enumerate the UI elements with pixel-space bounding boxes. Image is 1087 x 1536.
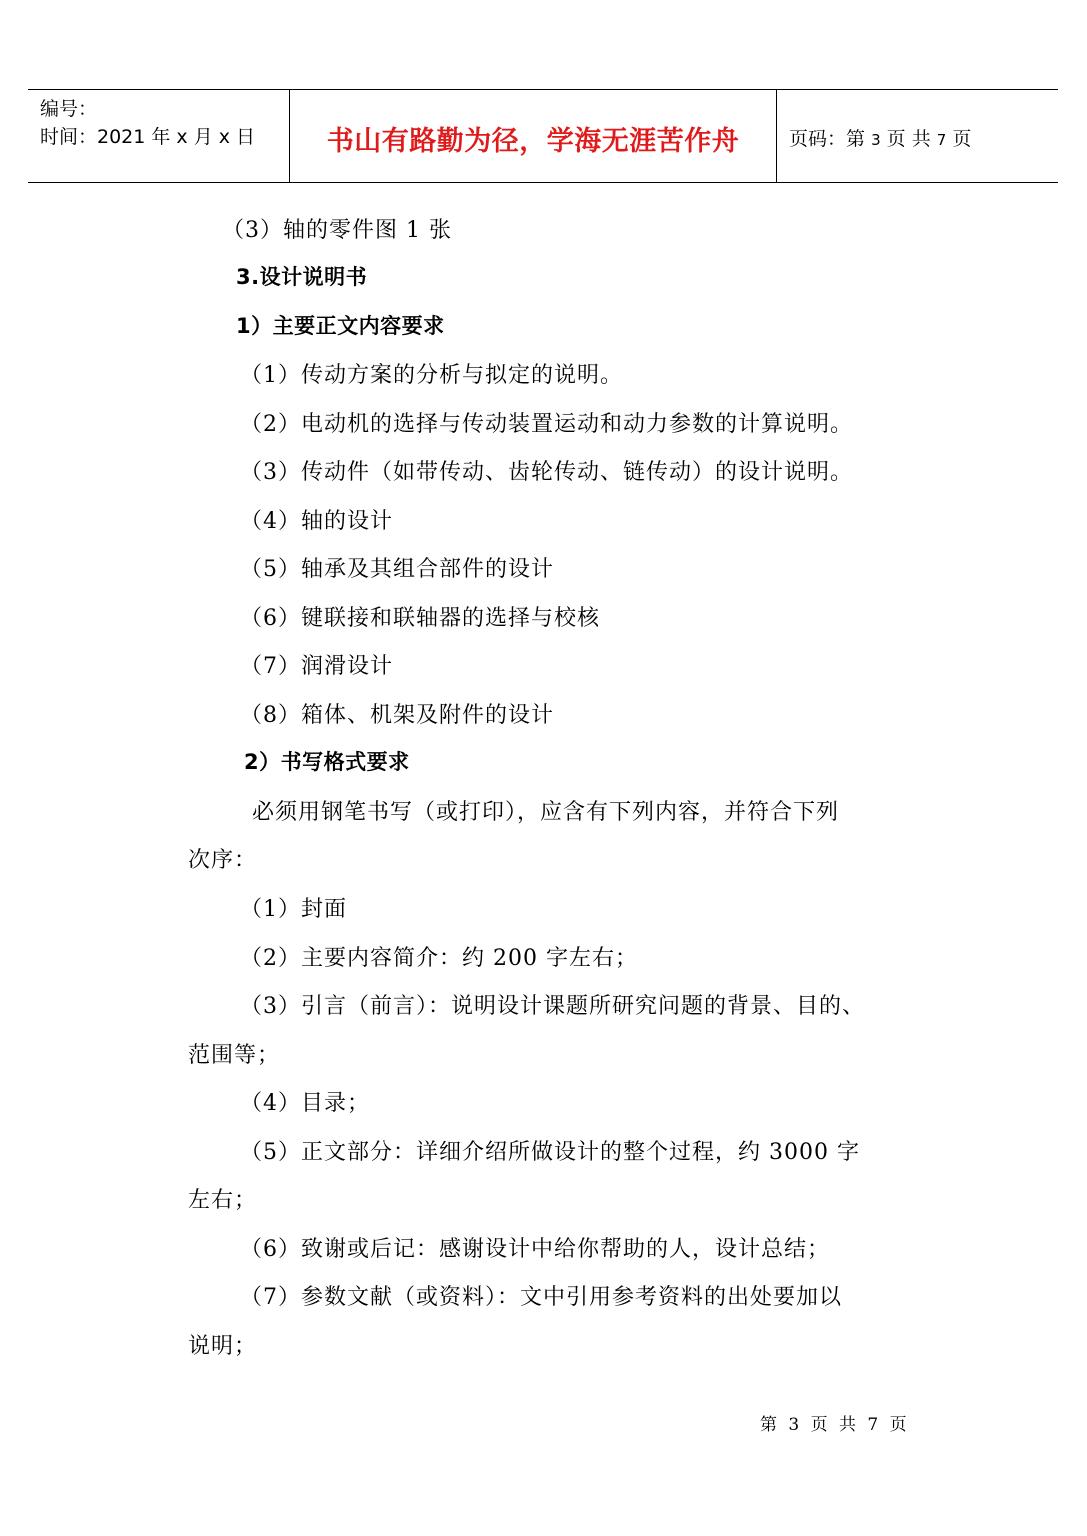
list-item: （8）箱体、机架及附件的设计 xyxy=(240,703,554,728)
page-suffix: 页 xyxy=(952,128,972,150)
page-mid: 页 共 xyxy=(886,128,931,150)
paragraph-line: 次序： xyxy=(188,848,258,873)
section-heading: 3.设计说明书 xyxy=(236,265,368,289)
subsection-heading: 1）主要正文内容要求 xyxy=(236,314,445,338)
subsection-heading: 2）书写格式要求 xyxy=(244,750,410,774)
body-line-drawing: （3）轴的零件图 1 张 xyxy=(222,218,452,243)
list-item: （5）轴承及其组合部件的设计 xyxy=(240,557,554,582)
list-item: （4）目录； xyxy=(240,1091,370,1116)
paragraph-line: 必须用钢笔书写（或打印），应含有下列内容，并符合下列 xyxy=(252,800,840,825)
list-item-continuation: 说明； xyxy=(188,1334,258,1359)
page-prefix: 页码：第 xyxy=(789,128,866,150)
page-current: 3 xyxy=(871,131,881,149)
list-item: （3）引言（前言）：说明设计课题所研究问题的背景、目的、 xyxy=(240,994,865,1019)
page-header xyxy=(28,89,1058,183)
header-page-cell xyxy=(777,90,1058,182)
page-total: 7 xyxy=(936,131,947,149)
list-item: （6）键联接和联轴器的选择与校核 xyxy=(240,606,600,631)
list-item: （2）电动机的选择与传动装置运动和动力参数的计算说明。 xyxy=(240,412,853,437)
list-item: （5）正文部分：详细介绍所做设计的整个过程，约 3000 字 xyxy=(240,1140,860,1165)
list-item: （1）传动方案的分析与拟定的说明。 xyxy=(240,363,623,388)
list-item: （2）主要内容简介：约 200 字左右； xyxy=(240,946,638,971)
list-item: （7）润滑设计 xyxy=(240,654,393,679)
document-number-label: 编号： xyxy=(40,98,98,120)
header-motto: 书山有路勤为径，学海无涯苦作舟 xyxy=(326,126,740,157)
list-item-continuation: 左右； xyxy=(188,1188,258,1213)
list-item: （1）封面 xyxy=(240,897,347,922)
list-item: （6）致谢或后记：感谢设计中给你帮助的人，设计总结； xyxy=(240,1237,830,1262)
list-item: （4）轴的设计 xyxy=(240,509,393,534)
list-item: （3）传动件（如带传动、齿轮传动、链传动）的设计说明。 xyxy=(240,460,853,485)
list-item-continuation: 范围等； xyxy=(188,1043,281,1068)
list-item: （7）参数文献（或资料）：文中引用参考资料的出处要加以 xyxy=(240,1285,842,1310)
page-footer: 第 3 页 共 7 页 xyxy=(760,1415,907,1435)
header-motto-cell xyxy=(290,90,777,182)
header-left-cell xyxy=(28,90,290,182)
document-time-label: 时间：2021 年 x 月 x 日 xyxy=(40,126,256,148)
header-page-number xyxy=(789,124,971,151)
